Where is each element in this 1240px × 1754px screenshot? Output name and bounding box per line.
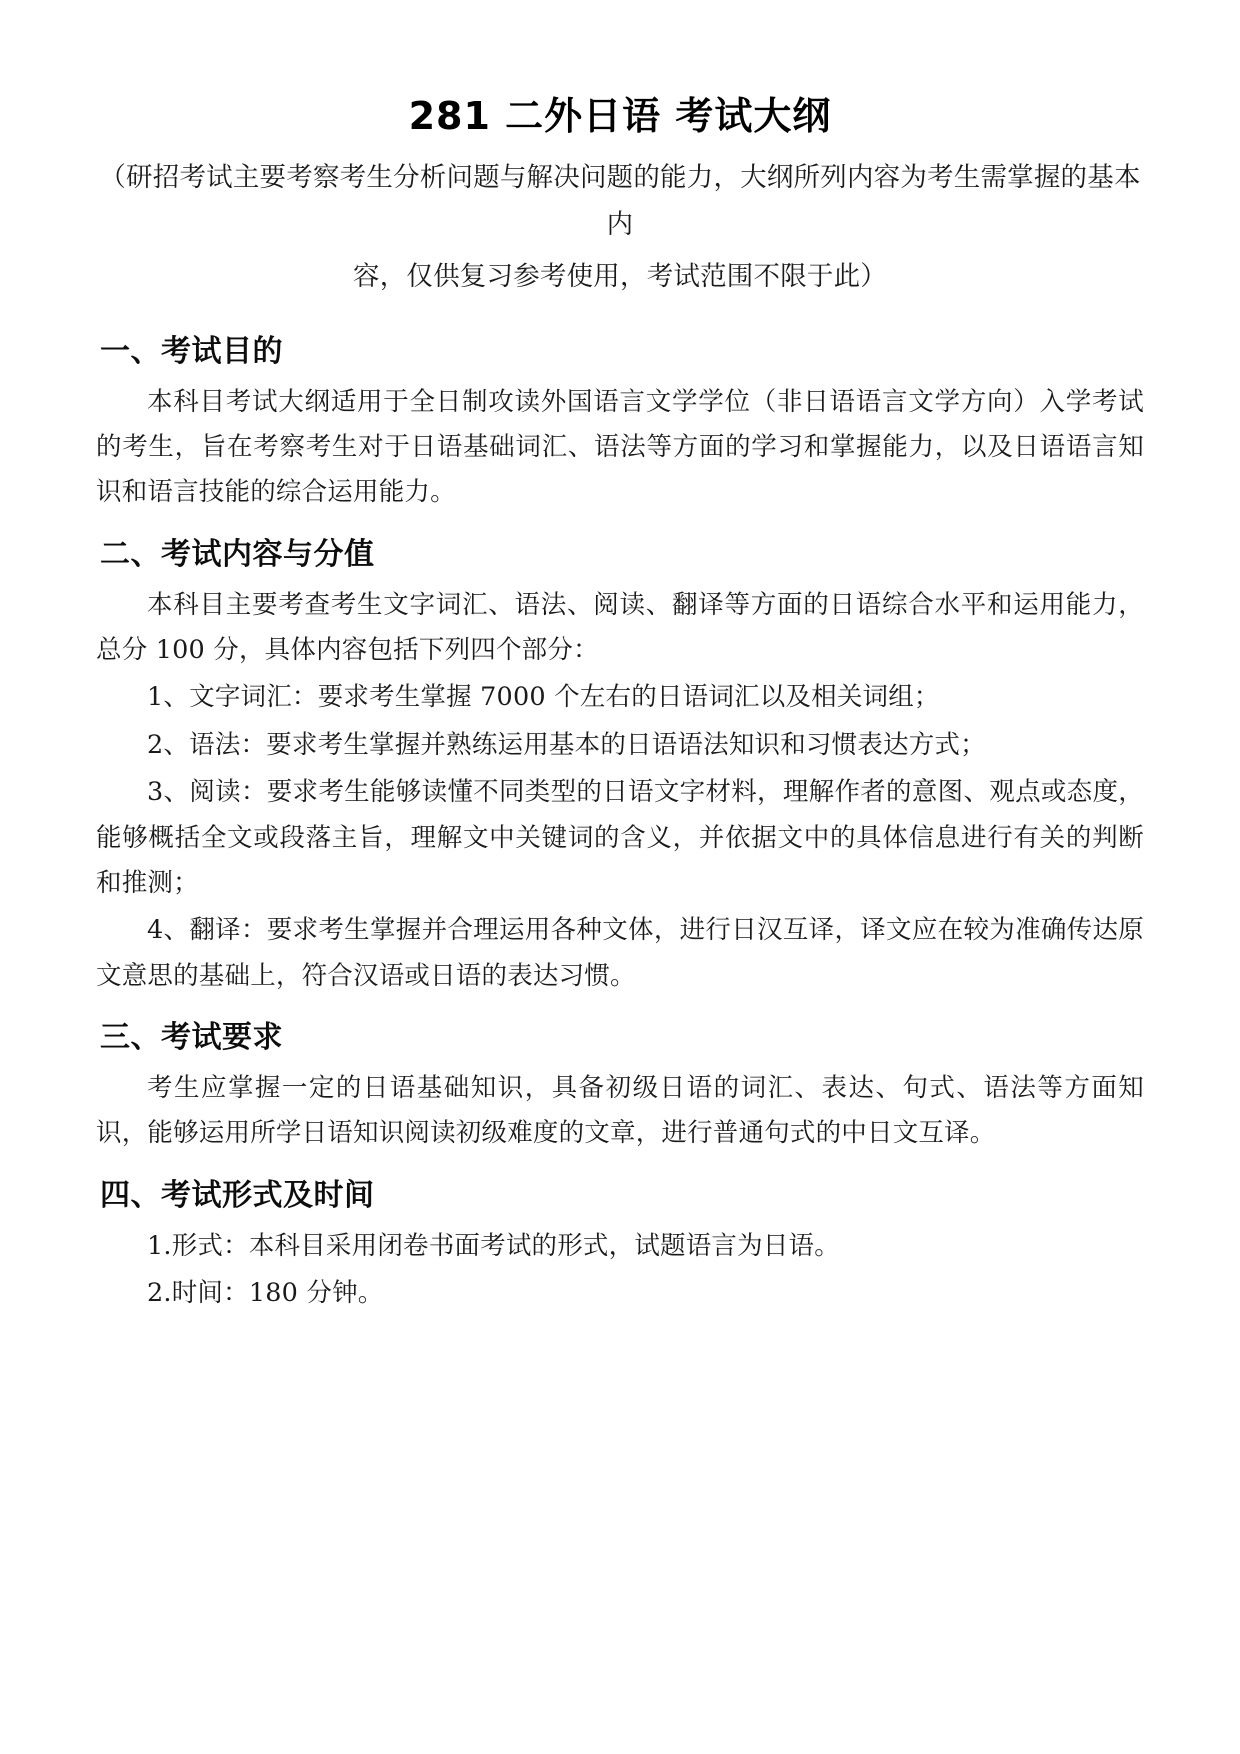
list-item: 1.形式：本科目采用闭卷书面考试的形式，试题语言为日语。 xyxy=(147,1230,840,1261)
page-title: 281 二外日语 考试大纲 xyxy=(408,94,832,138)
list-item: 3、阅读：要求考生能够读懂不同类型的日语文字材料，理解作者的意图、观点或态度，能够概括全文或段落主旨，理解文中关键词的含义，并依据文中的具体信息进行有关的判断和推测； xyxy=(96,777,1144,898)
list-item: 2.时间：180 分钟。 xyxy=(147,1278,384,1309)
section-heading-4: 四、考试形式及时间 xyxy=(100,1177,375,1213)
document-subtitle-line-2: 容，仅供复习参考使用，考试范围不限于此） xyxy=(353,261,887,293)
list-item: 4、翻译：要求考生掌握并合理运用各种文体，进行日汉互译，译文应在较为准确传达原文意思的基础上，符合汉语或日语的表达习惯。 xyxy=(96,915,1144,991)
list-item: 2、语法：要求考生掌握并熟练运用基本的日语语法知识和习惯表达方式； xyxy=(147,729,986,760)
section-2-paragraph: 本科目主要考查考生文字词汇、语法、阅读、翻译等方面的日语综合水平和运用能力，总分 100 分，具体内容包括下列四个部分： xyxy=(96,589,1144,666)
section-3-paragraph: 考生应掌握一定的日语基础知识，具备初级日语的词汇、表达、句式、语法等方面知识，能够运用所学日语知识阅读初级难度的文章，进行普通句式的中日文互译。 xyxy=(96,1073,1144,1149)
section-heading-1: 一、考试目的 xyxy=(100,333,283,369)
section-heading-2: 二、考试内容与分值 xyxy=(100,536,375,572)
list-item: 1、文字词汇：要求考生掌握 7000 个左右的日语词汇以及相关词组； xyxy=(147,682,940,713)
spacer xyxy=(96,307,1144,313)
section-heading-3: 三、考试要求 xyxy=(100,1020,283,1056)
document-content xyxy=(96,92,1144,1319)
document-subtitle-line-1: （研招考试主要考察考生分析问题与解决问题的能力，大纲所列内容为考生需掌握的基本内 xyxy=(99,162,1141,240)
section-1-paragraph: 本科目考试大纲适用于全日制攻读外国语言文学学位（非日语语言文学方向）入学考试的考生，旨在考察考生对于日语基础词汇、语法等方面的学习和掌握能力，以及日语语言知识和语言技能的综合运用能力。 xyxy=(96,386,1144,508)
